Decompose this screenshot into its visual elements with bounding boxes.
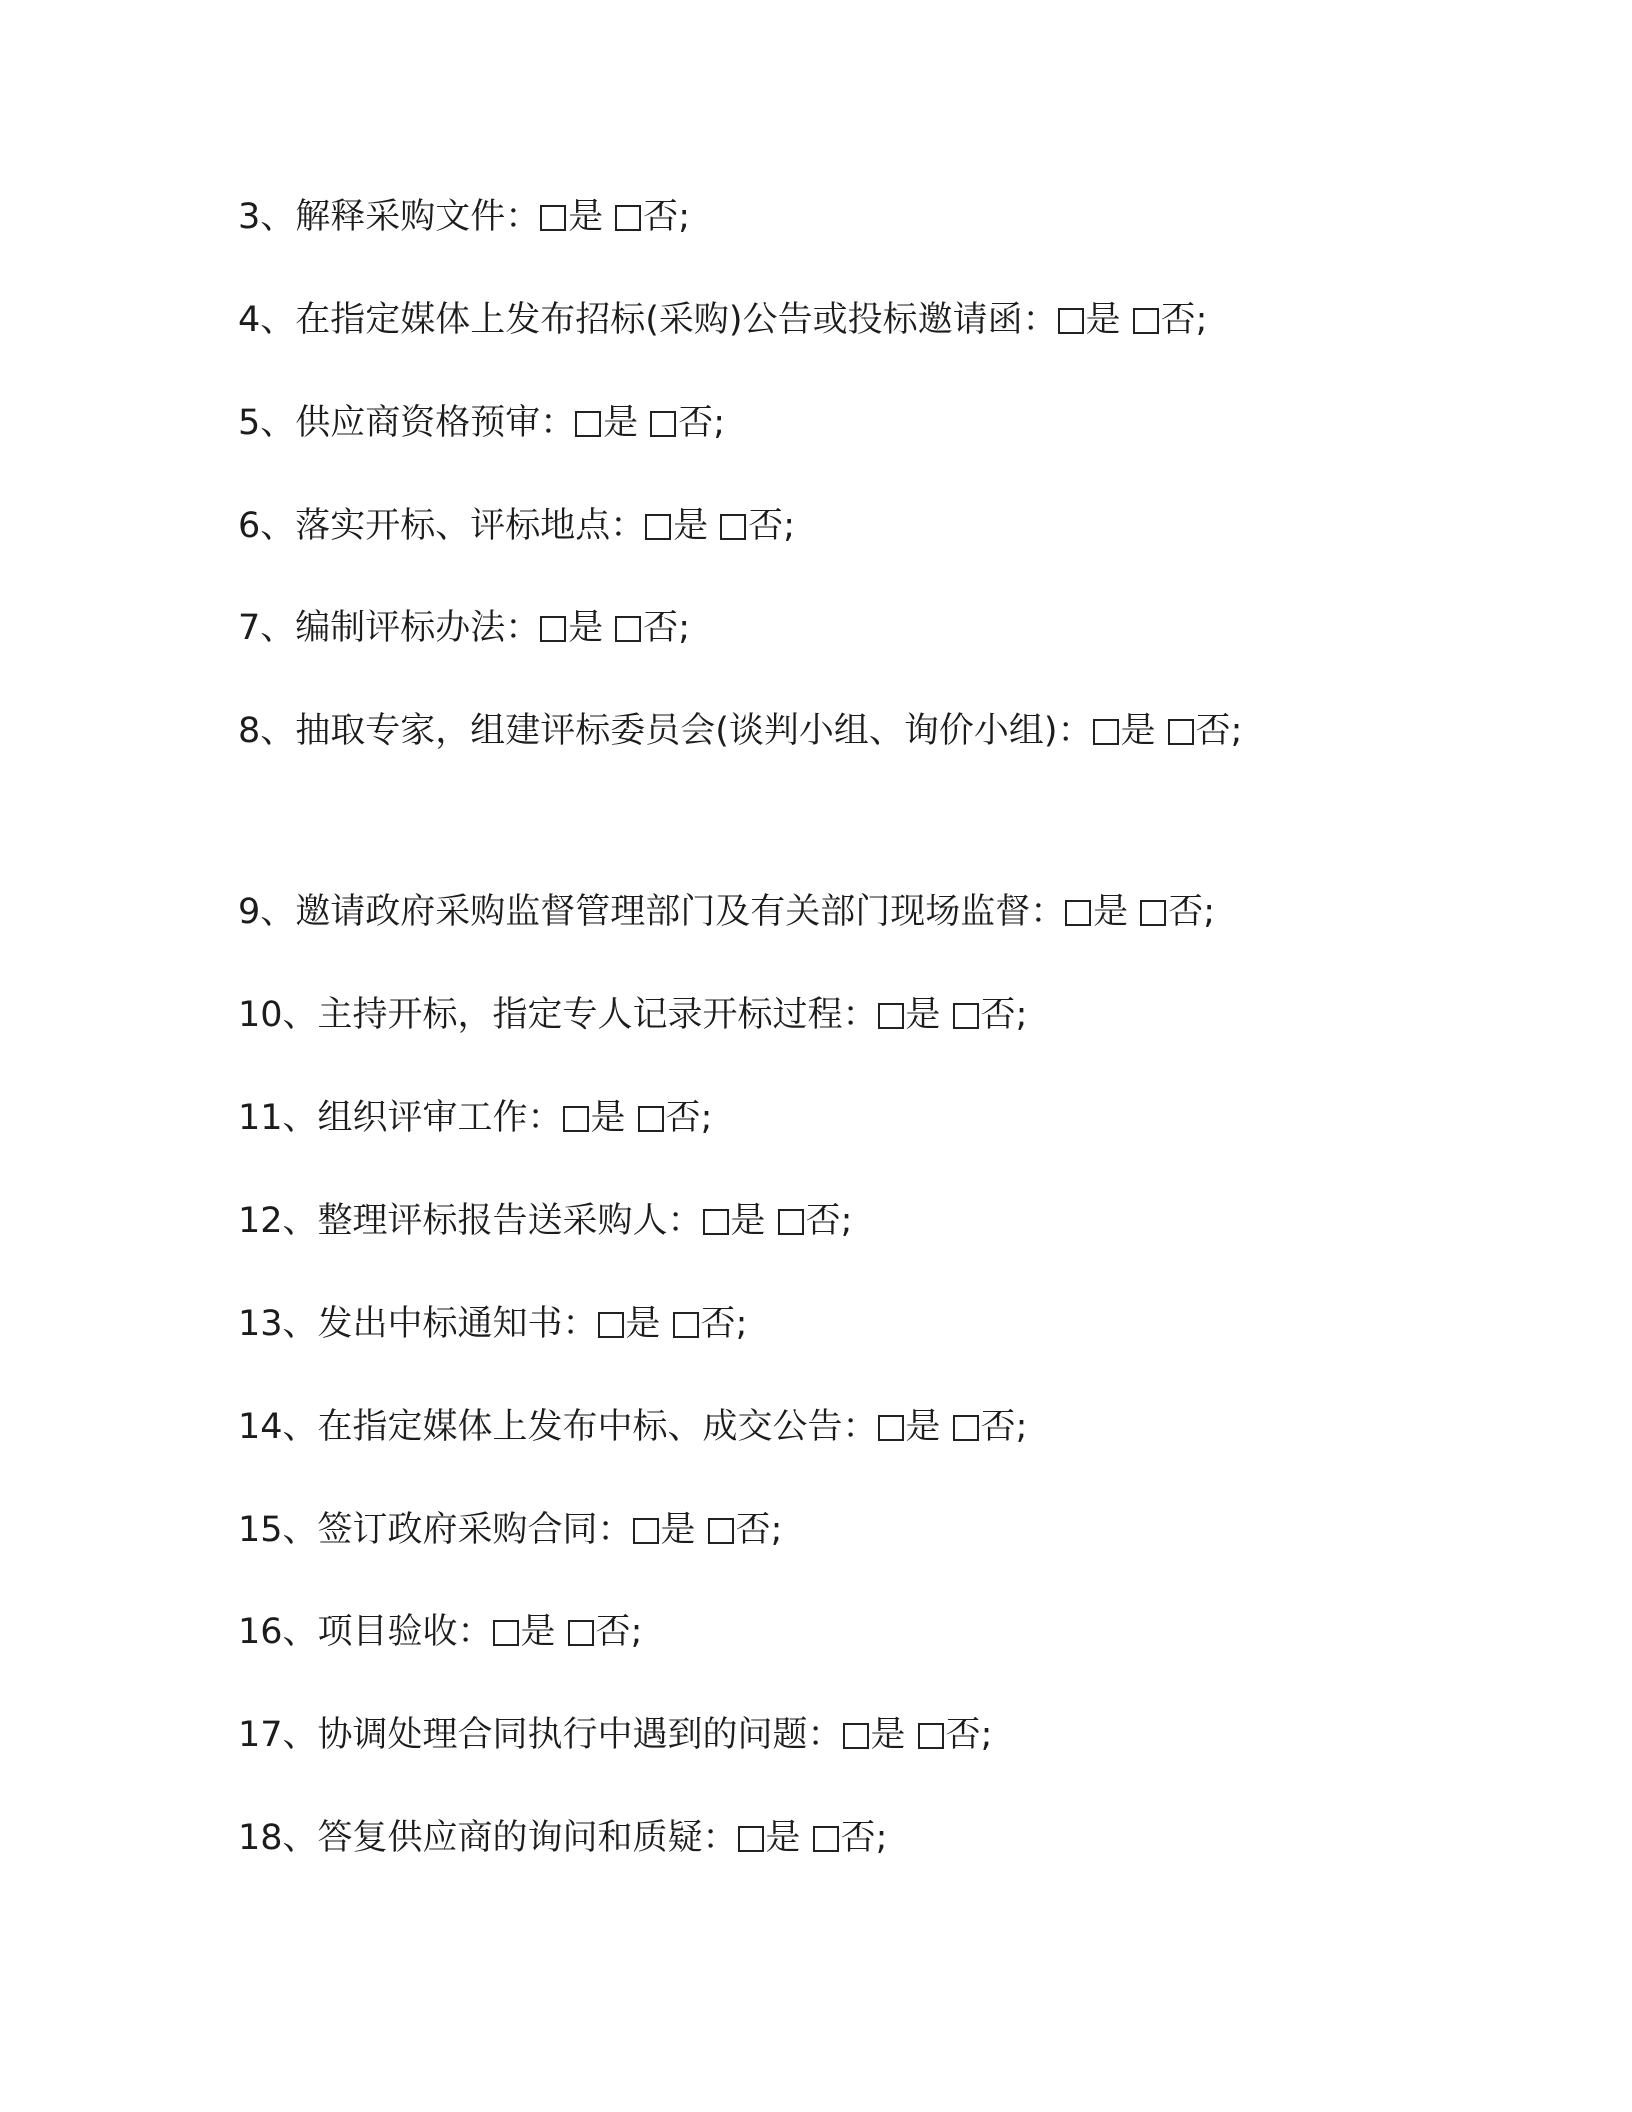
yes-label: 是	[603, 403, 639, 443]
yes-checkbox[interactable]	[598, 1312, 624, 1338]
item-label: 7、编制评标办法：	[238, 608, 541, 648]
yes-label: 是	[905, 1407, 941, 1447]
no-checkbox[interactable]	[1168, 719, 1194, 745]
yes-label: 是	[520, 1612, 556, 1652]
item-label: 12、整理评标报告送采购人：	[238, 1201, 703, 1241]
yes-checkbox[interactable]	[645, 514, 671, 540]
list-item	[238, 875, 1378, 950]
no-label: 否;	[748, 506, 796, 546]
no-label: 否;	[643, 197, 691, 237]
item-label: 13、发出中标通知书：	[238, 1304, 598, 1344]
yes-label: 是	[905, 995, 941, 1035]
list-item	[238, 489, 1378, 564]
yes-label: 是	[660, 1510, 696, 1550]
yes-checkbox[interactable]	[493, 1620, 519, 1646]
no-label: 否;	[1160, 300, 1208, 340]
yes-label: 是	[568, 197, 604, 237]
no-checkbox[interactable]	[720, 514, 746, 540]
no-checkbox[interactable]	[953, 1003, 979, 1029]
yes-label: 是	[1085, 300, 1121, 340]
no-checkbox[interactable]	[918, 1723, 944, 1749]
no-checkbox[interactable]	[568, 1620, 594, 1646]
no-label: 否;	[980, 995, 1028, 1035]
no-checkbox[interactable]	[673, 1312, 699, 1338]
item-label: 8、抽取专家，组建评标委员会(谈判小组、询价小组)：	[238, 711, 1093, 751]
yes-checkbox[interactable]	[633, 1518, 659, 1544]
yes-checkbox[interactable]	[1065, 900, 1091, 926]
list-item	[238, 1287, 1378, 1362]
no-label: 否;	[643, 608, 691, 648]
yes-checkbox[interactable]	[540, 205, 566, 231]
no-label: 否;	[805, 1201, 853, 1241]
no-checkbox[interactable]	[778, 1209, 804, 1235]
yes-checkbox[interactable]	[540, 616, 566, 642]
no-label: 否;	[1195, 711, 1243, 751]
yes-label: 是	[1120, 711, 1156, 751]
list-item	[238, 180, 1378, 255]
yes-checkbox[interactable]	[1058, 308, 1084, 334]
item-label: 14、在指定媒体上发布中标、成交公告：	[238, 1407, 878, 1447]
yes-label: 是	[590, 1098, 626, 1138]
no-checkbox[interactable]	[638, 1106, 664, 1132]
no-checkbox[interactable]	[1133, 308, 1159, 334]
yes-checkbox[interactable]	[703, 1209, 729, 1235]
list-item	[238, 1493, 1378, 1568]
list-item	[238, 1698, 1378, 1773]
no-label: 否;	[665, 1098, 713, 1138]
item-label: 3、解释采购文件：	[238, 197, 541, 237]
yes-checkbox[interactable]	[1093, 719, 1119, 745]
no-label: 否;	[735, 1510, 783, 1550]
list-item	[238, 283, 1378, 358]
item-label: 11、组织评审工作：	[238, 1098, 563, 1138]
list-item	[238, 386, 1378, 461]
no-label: 否;	[945, 1715, 993, 1755]
yes-checkbox[interactable]	[738, 1826, 764, 1852]
list-item	[238, 694, 1348, 769]
yes-label: 是	[870, 1715, 906, 1755]
item-label: 4、在指定媒体上发布招标(采购)公告或投标邀请函：	[238, 300, 1058, 340]
item-label: 10、主持开标，指定专人记录开标过程：	[238, 995, 878, 1035]
yes-label: 是	[625, 1304, 661, 1344]
item-label: 5、供应商资格预审：	[238, 403, 576, 443]
item-label: 17、协调处理合同执行中遇到的问题：	[238, 1715, 843, 1755]
item-label: 15、签订政府采购合同：	[238, 1510, 633, 1550]
item-text	[143, 694, 1348, 769]
yes-label: 是	[1093, 892, 1129, 932]
yes-checkbox[interactable]	[563, 1106, 589, 1132]
list-item	[238, 591, 1378, 666]
item-label: 16、项目验收：	[238, 1612, 493, 1652]
yes-checkbox[interactable]	[878, 1003, 904, 1029]
no-label: 否;	[840, 1818, 888, 1858]
yes-checkbox[interactable]	[878, 1415, 904, 1441]
no-label: 否;	[700, 1304, 748, 1344]
yes-label: 是	[730, 1201, 766, 1241]
list-item	[238, 1801, 1378, 1876]
yes-checkbox[interactable]	[575, 411, 601, 437]
item-label: 6、落实开标、评标地点：	[238, 506, 646, 546]
no-checkbox[interactable]	[708, 1518, 734, 1544]
no-checkbox[interactable]	[615, 205, 641, 231]
item-label: 18、答复供应商的询问和质疑：	[238, 1818, 738, 1858]
no-label: 否;	[678, 403, 726, 443]
yes-label: 是	[568, 608, 604, 648]
list-item	[238, 1184, 1378, 1259]
no-checkbox[interactable]	[813, 1826, 839, 1852]
item-label: 9、邀请政府采购监督管理部门及有关部门现场监督：	[238, 892, 1066, 932]
no-checkbox[interactable]	[615, 616, 641, 642]
yes-checkbox[interactable]	[843, 1723, 869, 1749]
no-checkbox[interactable]	[650, 411, 676, 437]
list-item	[238, 1595, 1378, 1670]
yes-label: 是	[765, 1818, 801, 1858]
no-checkbox[interactable]	[1140, 900, 1166, 926]
no-label: 否;	[980, 1407, 1028, 1447]
list-item	[238, 1081, 1378, 1156]
yes-label: 是	[673, 506, 709, 546]
no-label: 否;	[1168, 892, 1216, 932]
no-label: 否;	[595, 1612, 643, 1652]
no-checkbox[interactable]	[953, 1415, 979, 1441]
list-item	[238, 978, 1378, 1053]
list-item	[238, 1390, 1378, 1465]
